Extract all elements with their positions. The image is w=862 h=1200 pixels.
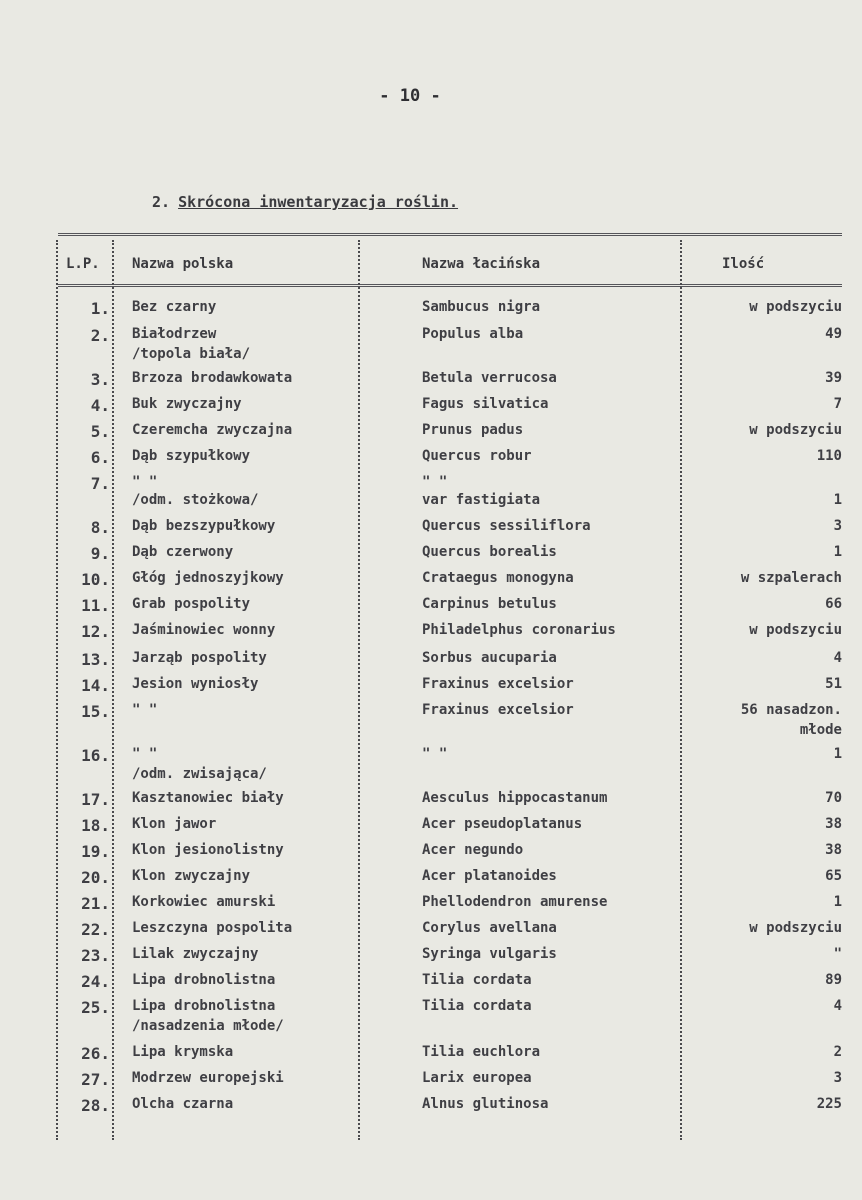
table-row	[0, 676, 862, 696]
quantity: "	[833, 946, 842, 962]
table-row	[0, 946, 862, 966]
row-number: 14.	[81, 676, 110, 695]
row-number: 13.	[81, 650, 110, 669]
latin-name: Crataegus monogyna	[422, 570, 574, 586]
polish-name: Brzoza brodawkowata	[132, 370, 293, 386]
row-number: 5.	[90, 422, 110, 441]
row-number: 20.	[81, 868, 110, 887]
table-row	[0, 746, 862, 766]
table-row	[0, 622, 862, 642]
row-number: 15.	[81, 702, 110, 721]
row-number: 25.	[81, 998, 110, 1017]
polish-name: Lipa drobnolistna	[132, 972, 276, 988]
quantity: 1	[833, 492, 842, 508]
table-row	[0, 1044, 862, 1064]
latin-name: Quercus robur	[422, 448, 532, 464]
polish-name: Dąb czerwony	[132, 544, 234, 560]
polish-name: Klon jawor	[132, 816, 217, 832]
row-number: 1.	[90, 299, 110, 318]
quantity: 38	[825, 842, 842, 858]
quantity: 1	[833, 894, 842, 910]
row-number: 27.	[81, 1070, 110, 1089]
latin-name: Quercus borealis	[422, 544, 557, 560]
latin-name: Tilia cordata	[422, 972, 532, 988]
table-row	[0, 816, 862, 836]
row-number: 6.	[90, 448, 110, 467]
polish-name: Klon jesionolistny	[132, 842, 284, 858]
row-number: 10.	[81, 570, 110, 589]
quantity: młode	[799, 722, 842, 738]
row-number: 17.	[81, 790, 110, 809]
quantity: 89	[825, 972, 842, 988]
polish-name: Jaśminowiec wonny	[132, 622, 276, 638]
polish-name: Dąb szypułkowy	[132, 448, 251, 464]
page-number: - 10 -	[379, 86, 441, 106]
row-number: 21.	[81, 894, 110, 913]
quantity: w podszyciu	[749, 622, 842, 638]
polish-name: /odm. zwisająca/	[132, 766, 267, 782]
table-row	[0, 1070, 862, 1090]
quantity: 65	[825, 868, 842, 884]
row-number: 26.	[81, 1044, 110, 1063]
quantity: 70	[825, 790, 842, 806]
row-number: 4.	[90, 396, 110, 415]
polish-name: /odm. stożkowa/	[132, 492, 259, 508]
quantity: w podszyciu	[749, 422, 842, 438]
quantity: 3	[833, 1070, 842, 1086]
table-row	[0, 790, 862, 810]
quantity: 7	[833, 396, 842, 412]
polish-name: Leszczyna pospolita	[132, 920, 293, 936]
table-row	[0, 998, 862, 1018]
quantity: 3	[833, 518, 842, 534]
row-number: 9.	[90, 544, 110, 563]
polish-name: Buk zwyczajny	[132, 396, 242, 412]
table-row	[0, 1096, 862, 1116]
row-number: 2.	[90, 326, 110, 345]
polish-name: " "	[132, 474, 158, 490]
latin-name: Fraxinus excelsior	[422, 676, 574, 692]
table-row	[0, 972, 862, 992]
latin-name: Acer negundo	[422, 842, 524, 858]
latin-name: " "	[422, 474, 448, 490]
polish-name: Białodrzew	[132, 326, 217, 342]
polish-name: Bez czarny	[132, 299, 217, 315]
table-row	[0, 920, 862, 940]
row-number: 24.	[81, 972, 110, 991]
table-row	[0, 346, 862, 366]
latin-name: Tilia cordata	[422, 998, 532, 1014]
latin-name: Syringa vulgaris	[422, 946, 557, 962]
latin-name: Tilia euchlora	[422, 1044, 541, 1060]
quantity: 1	[833, 544, 842, 560]
latin-name: Aesculus hippocastanum	[422, 790, 608, 806]
header-quantity: Ilość	[722, 256, 765, 272]
latin-name: Acer pseudoplatanus	[422, 816, 583, 832]
quantity: 51	[825, 676, 842, 692]
table-row	[0, 492, 862, 512]
quantity: w podszyciu	[749, 920, 842, 936]
polish-name: " "	[132, 746, 158, 762]
latin-name: Philadelphus coronarius	[422, 622, 616, 638]
quantity: 66	[825, 596, 842, 612]
polish-name: Olcha czarna	[132, 1096, 234, 1112]
latin-name: Sambucus nigra	[422, 299, 541, 315]
header-polish-name: Nazwa polska	[132, 256, 234, 272]
latin-name: Fraxinus excelsior	[422, 702, 574, 718]
latin-name: Betula verrucosa	[422, 370, 557, 386]
quantity: 2	[833, 1044, 842, 1060]
table-row	[0, 518, 862, 538]
latin-name: Populus alba	[422, 326, 524, 342]
table-row	[0, 596, 862, 616]
quantity: 49	[825, 326, 842, 342]
section-heading	[152, 193, 458, 211]
quantity: 4	[833, 998, 842, 1014]
row-number: 22.	[81, 920, 110, 939]
row-number: 18.	[81, 816, 110, 835]
latin-name: Larix europea	[422, 1070, 532, 1086]
table-row	[0, 868, 862, 888]
latin-name: Corylus avellana	[422, 920, 557, 936]
row-number: 23.	[81, 946, 110, 965]
polish-name: Jesion wyniosły	[132, 676, 259, 692]
table-row	[0, 570, 862, 590]
quantity: 110	[816, 448, 842, 464]
polish-name: /nasadzenia młode/	[132, 1018, 284, 1034]
quantity: w szpalerach	[740, 570, 842, 586]
table-row	[0, 422, 862, 442]
latin-name: Quercus sessiliflora	[422, 518, 591, 534]
quantity: 39	[825, 370, 842, 386]
table-row	[0, 1018, 862, 1038]
polish-name: Jarząb pospolity	[132, 650, 267, 666]
latin-name: Acer platanoides	[422, 868, 557, 884]
polish-name: " "	[132, 702, 158, 718]
latin-name: Phellodendron amurense	[422, 894, 608, 910]
quantity: w podszyciu	[749, 299, 842, 315]
quantity: 4	[833, 650, 842, 666]
table-row	[0, 326, 862, 346]
polish-name: Lilak zwyczajny	[132, 946, 259, 962]
table-row	[0, 702, 862, 722]
polish-name: Korkowiec amurski	[132, 894, 276, 910]
polish-name: Lipa krymska	[132, 1044, 234, 1060]
table-row	[0, 842, 862, 862]
polish-name: Grab pospolity	[132, 596, 251, 612]
quantity: 56 nasadzon.	[740, 702, 842, 718]
table-row	[0, 299, 862, 319]
quantity: 1	[833, 746, 842, 762]
polish-name: Dąb bezszypułkowy	[132, 518, 276, 534]
row-number: 12.	[81, 622, 110, 641]
table-row	[0, 448, 862, 468]
table-row	[0, 544, 862, 564]
row-number: 3.	[90, 370, 110, 389]
quantity: 225	[816, 1096, 842, 1112]
latin-name: Fagus silvatica	[422, 396, 549, 412]
latin-name: Carpinus betulus	[422, 596, 557, 612]
row-number: 11.	[81, 596, 110, 615]
polish-name: Lipa drobnolistna	[132, 998, 276, 1014]
polish-name: Głóg jednoszyjkowy	[132, 570, 284, 586]
table-row	[0, 722, 862, 742]
header-latin-name: Nazwa łacińska	[422, 256, 541, 272]
table-row	[0, 370, 862, 390]
row-number: 19.	[81, 842, 110, 861]
row-number: 16.	[81, 746, 110, 765]
table-row	[0, 650, 862, 670]
row-number: 28.	[81, 1096, 110, 1115]
table-row	[0, 474, 862, 494]
latin-name: Prunus padus	[422, 422, 524, 438]
table-row	[0, 766, 862, 786]
table-row	[0, 894, 862, 914]
section-number: 2.	[152, 193, 171, 211]
latin-name: " "	[422, 746, 448, 762]
table-top-rule	[58, 233, 842, 236]
polish-name: Modrzew europejski	[132, 1070, 284, 1086]
row-number: 8.	[90, 518, 110, 537]
row-number: 7.	[90, 474, 110, 493]
polish-name: Klon zwyczajny	[132, 868, 251, 884]
quantity: 38	[825, 816, 842, 832]
polish-name: /topola biała/	[132, 346, 251, 362]
table-row	[0, 396, 862, 416]
latin-name: Alnus glutinosa	[422, 1096, 549, 1112]
latin-name: var fastigiata	[422, 492, 541, 508]
latin-name: Sorbus aucuparia	[422, 650, 557, 666]
table-header-rule	[58, 284, 842, 287]
polish-name: Kasztanowiec biały	[132, 790, 284, 806]
section-title: Skrócona inwentaryzacja roślin.	[178, 193, 459, 211]
polish-name: Czeremcha zwyczajna	[132, 422, 293, 438]
header-lp: L.P.	[66, 256, 100, 272]
